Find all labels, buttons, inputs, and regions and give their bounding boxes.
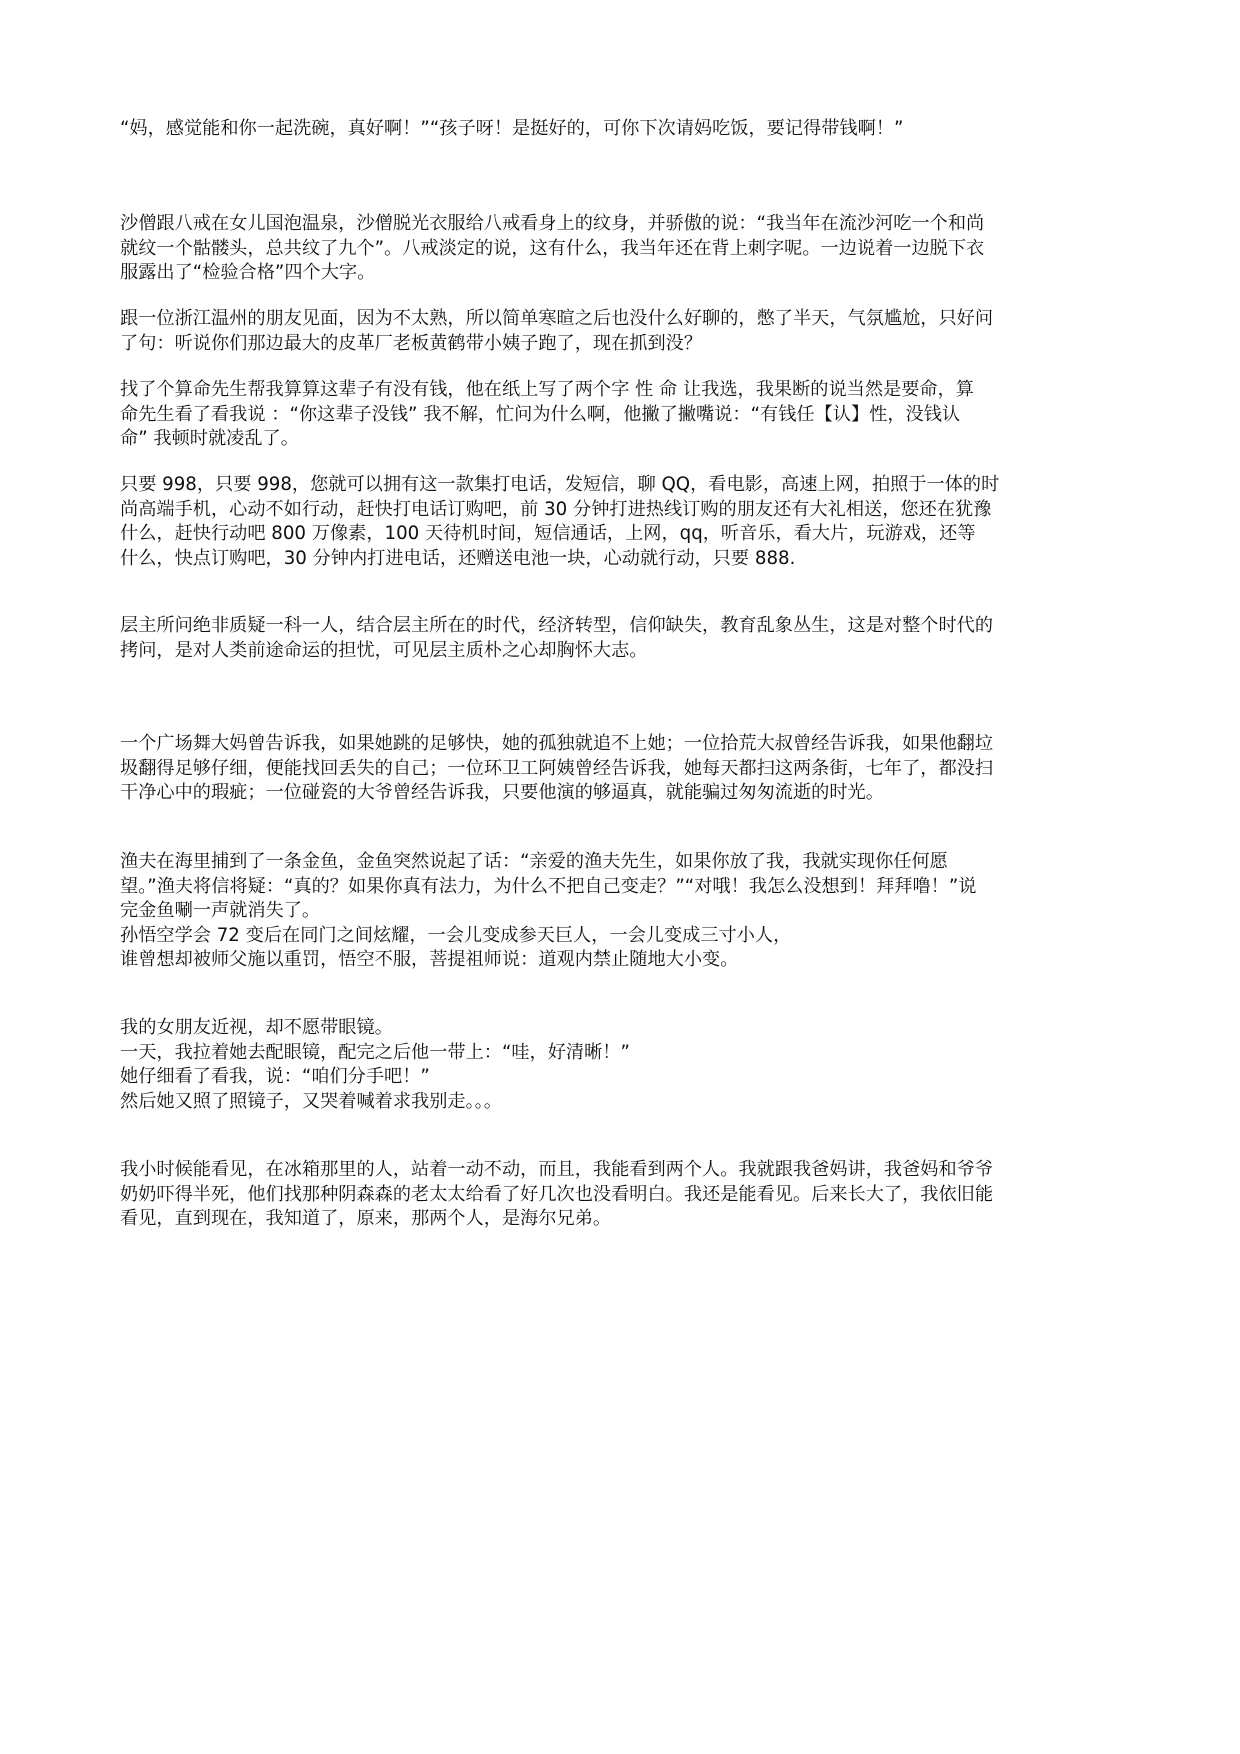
text-line: 我小时候能看见，在冰箱那里的人，站着一动不动，而且，我能看到两个人。我就跟我爸妈讲，我爸妈和爷爷 [120,1159,994,1180]
paragraph-forum-post [120,614,1125,663]
text-line: 什么，快点订购吧，30 分钟内打进电话，还赠送电池一块，心动就行动，只要 888. [120,547,796,569]
paragraph-sha-seng-tattoo [120,212,1125,286]
text-line: 孙悟空学会 72 变后在同门之间炫耀，一会儿变成参天巨人，一会儿变成三寸小人， [120,924,792,946]
text-line: 然后她又照了照镜子，又哭着喊着求我别走。。。 [120,1090,502,1112]
paragraph-phone-ad [120,473,1125,571]
text-line: 一天，我拉着她去配眼镜，配完之后他一带上：“哇，好清晰！” [120,1041,630,1063]
text-line: 层主所问绝非质疑一科一人，结合层主所在的时代，经济转型，信仰缺失，教育乱象丛生，这是对整个时代的 [120,615,994,636]
text-line: 拷问，是对人类前途命运的担忧，可见层主质朴之心却胸怀大志。 [120,639,648,661]
text-line: 圾翻得足够仔细，便能找回丢失的自己；一位环卫工阿姨曾经告诉我，她每天都扫这两条街，七年了，都没扫 [120,757,994,779]
text-line: 谁曾想却被师父施以重罚，悟空不服，菩提祖师说：道观内禁止随地大小变。 [120,949,739,971]
paragraph-haier-brothers [120,1158,1125,1232]
paragraph-girlfriend-glasses [120,1016,1125,1114]
paragraph-wash-dishes [120,117,1125,142]
text-line: 望。”渔夫将信将疑：“真的？如果你真有法力，为什么不把自己变走？”“对哦！我怎么没想到！拜拜噜！”说 [120,875,977,897]
text-line: 命先生看了看我说 ：“你这辈子没钱” 我不解，忙问为什么啊，他撇了撇嘴说：“有钱任【认】性，没钱认 [120,403,961,425]
paragraph-wenzhou-friend [120,307,1125,356]
text-line: 看见，直到现在，我知道了，原来，那两个人，是海尔兄弟。 [120,1208,612,1230]
text-line: 命” 我顿时就凌乱了。 [120,428,299,450]
paragraph-fisherman-monkey [120,850,1125,973]
text-line: 尚高端手机，心动不如行动，赶快打电话订购吧，前 30 分钟打进热线订购的朋友还有大礼相送，您还在犹豫 [120,498,992,520]
paragraph-fortune-teller [120,378,1125,452]
text-line: “妈，感觉能和你一起洗碗，真好啊！”“孩子呀！是挺好的，可你下次请妈吃饭，要记得带钱啊！” [120,118,904,139]
text-line: 她仔细看了看我，说：“咱们分手吧！” [120,1066,430,1088]
text-line: 只要 998，只要 998，您就可以拥有这一款集打电话，发短信，聊 QQ，看电影，高速上网，拍照于一体的时 [120,474,1000,495]
text-line: 服露出了“检验合格”四个大字。 [120,262,376,284]
paragraph-square-dance [120,732,1125,806]
text-line: 什么，赶快行动吧 800 万像素，100 天待机时间，短信通话，上网，qq，听音乐，看大片，玩游戏，还等 [120,523,976,545]
text-line: 了句：听说你们那边最大的皮革厂老板黄鹤带小姨子跑了，现在抓到没？ [120,332,703,354]
text-line: 就纹一个骷髅头，总共纹了九个”。八戒淡定的说，这有什么，我当年还在背上刺字呢。一边说着一边脱下衣 [120,237,985,259]
text-line: 跟一位浙江温州的朋友见面，因为不太熟，所以简单寒暄之后也没什么好聊的，憋了半天，气氛尴尬，只好问 [120,308,994,329]
text-line: 干净心中的瑕疵；一位碰瓷的大爷曾经告诉我，只要他演的够逼真，就能骗过匆匆流逝的时光。 [120,782,884,804]
text-line: 完金鱼唰一声就消失了。 [120,900,321,922]
text-line: 找了个算命先生帮我算算这辈子有没有钱，他在纸上写了两个字 性 命 让我选，我果断的说当然是要命，算 [120,379,974,400]
text-line: 渔夫在海里捕到了一条金鱼，金鱼突然说起了话：“亲爱的渔夫先生，如果你放了我，我就实现你任何愿 [120,851,948,872]
text-line: 沙僧跟八戒在女儿国泡温泉，沙僧脱光衣服给八戒看身上的纹身，并骄傲的说：“我当年在流沙河吃一个和尚 [120,213,985,234]
text-line: 奶奶吓得半死，他们找那种阴森森的老太太给看了好几次也没看明白。我还是能看见。后来长大了，我依旧能 [120,1183,994,1205]
text-line: 一个广场舞大妈曾告诉我，如果她跳的足够快，她的孤独就追不上她；一位拾荒大叔曾经告诉我，如果他翻垃 [120,733,994,754]
text-line: 我的女朋友近视，却不愿带眼镜。 [120,1017,393,1038]
